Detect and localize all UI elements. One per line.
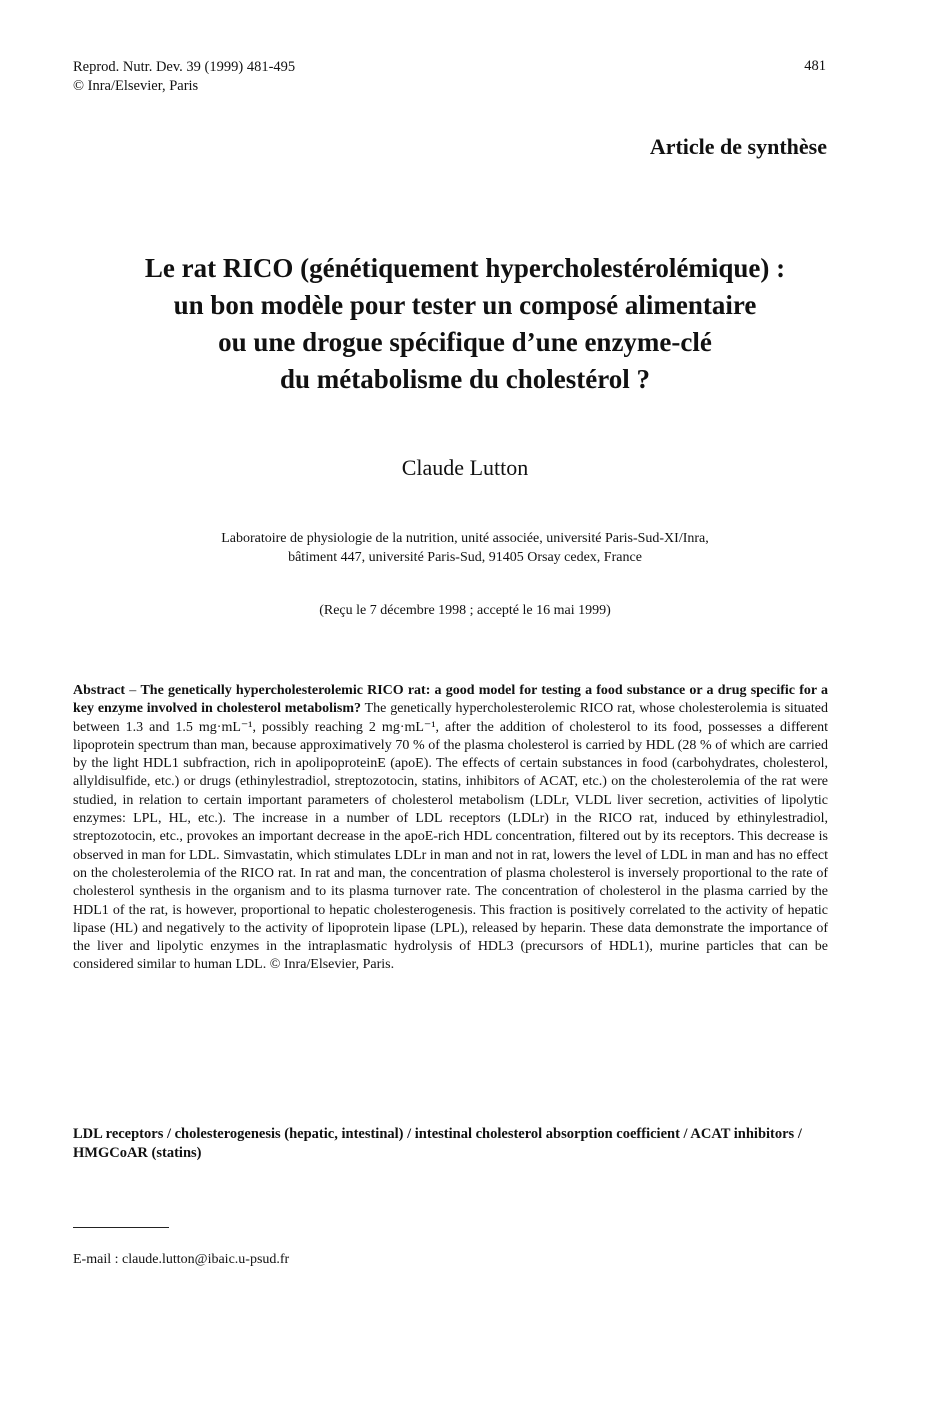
- affiliation: [60, 529, 870, 567]
- keywords: LDL receptors / cholesterogenesis (hepatic, intestinal) / intestinal cholesterol absorption coefficient / ACAT inhibitors / HMGCoAR (statins): [73, 1126, 802, 1161]
- title-line: Le rat RICO (génétiquement hypercholestérolémique) :: [144, 253, 786, 283]
- abstract-body: The genetically hypercholesterolemic RICO rat, whose cholesterolemia is situated between 1.3 and 1.5 mg·mL⁻¹, possibly reaching 2 mg·mL⁻¹, after the addition of cholesterol to its food, possesses a different lipoprotein spectrum than man, because approximatively 70 % of the plasma cholesterol is carried by HDL (28 % of which are carried by the light HDL1 subfraction, rich in apolipoproteinE (apoE). The effects of certain substances in food (carbohydrates, cholesterol, allyldisulfide, etc.) or drugs (ethinylestradiol, streptozotocin, statins, inhibitors of ACAT, etc.) on the cholesterolemia of the rat were studied, in relation to certain important parameters of cholesterol metabolism (LDLr, VLDL liver secretion, activities of lipolytic enzymes: LPL, HL, etc.). The increase in a number of LDL receptors (LDLr) in the RICO rat, induced by ethinylestradiol, streptozotocin, etc., provokes an important decrease in the apoE-rich HDL concentration, filtered out by its receptors. This decrease is observed in man for LDL. Simvastatin, which stimulates LDLr in man and not in rat, lowers the level of LDL in man and has no effect on the cholesterolemia of the RICO rat. In rat and man, the concentration of plasma cholesterol is inversely proportional to the rate of cholesterol synthesis in the organism and to its plasma turnover rate. The concentration of cholesterol in the plasma carried by the HDL1 of the rat, is however, proportional to hepatic cholesterogenesis. This fraction is positively correlated to the activity of hepatic lipase (HL) and negatively to the activity of lipoprotein lipase (LPL), released by heparin. These data demonstrate the importance of the liver and lipolytic enzymes in the intraplasmatic hydrolysis of HDL3 (precursors of HDL1), murine particles that can be considered similar to human LDL. © Inra/Elsevier, Paris.: [73, 701, 828, 973]
- affiliation-line: Laboratoire de physiologie de la nutrition, unité associée, université Paris-Sud-XI/Inra,: [221, 531, 709, 546]
- footnote-divider: [73, 1227, 169, 1228]
- received-accepted-dates: (Reçu le 7 décembre 1998 ; accepté le 16 mai 1999): [319, 603, 611, 618]
- title-line: ou une drogue spécifique d’une enzyme-clé: [218, 327, 712, 357]
- abstract: Abstract – The genetically hypercholesterolemic RICO rat: a good model for testing a food substance or a drug specific for a key enzyme involved in cholesterol metabolism? The genetically hypercholesterolemic RICO rat, whose cholesterolemia is situated between 1.3 and 1.5 mg·mL⁻¹, possibly reaching 2 mg·mL⁻¹, after the addition of cholesterol to its food, possesses a different lipoprotein spectrum than man, because approximatively 70 % of the plasma cholesterol is carried by HDL (28 % of which are carried by the light HDL1 subfraction, rich in apolipoproteinE (apoE). The effects of certain substances in food (carbohydrates, cholesterol, allyldisulfide, etc.) or drugs (ethinylestradiol, streptozotocin, statins, inhibitors of ACAT, etc.) on the cholesterolemia of the rat were studied, in relation to certain important parameters of cholesterol metabolism (LDLr, VLDL liver secretion, activities of lipolytic enzymes: LPL, HL, etc.). The increase in a number of LDL receptors (LDLr) in the RICO rat, induced by ethinylestradiol, streptozotocin, etc., provokes an important decrease in the apoE-rich HDL concentration, filtered out by its receptors. This decrease is observed in man for LDL. Simvastatin, which stimulates LDLr in man and not in rat, lowers the level of LDL in man and has no effect on the cholesterolemia of the RICO rat. In rat and man, the concentration of plasma cholesterol is inversely proportional to the rate of cholesterol synthesis in the organism and to its plasma turnover rate. The concentration of cholesterol in the plasma carried by the HDL1 of the rat, is however, proportional to hepatic cholesterogenesis. This fraction is positively correlated to the activity of hepatic lipase (HL) and negatively to the activity of lipoprotein lipase (LPL), released by heparin. These data demonstrate the importance of the liver and lipolytic enzymes in the intraplasmatic hydrolysis of HDL3 (precursors of HDL1), murine particles that can be considered similar to human LDL. © Inra/Elsevier, Paris.: [73, 683, 828, 973]
- abstract-label: Abstract: [73, 683, 126, 698]
- author-name: Claude Lutton: [401, 455, 529, 480]
- journal-citation: Reprod. Nutr. Dev. 39 (1999) 481-495: [73, 59, 296, 75]
- footnote-email: E-mail : claude.lutton@ibaic.u-psud.fr: [73, 1252, 290, 1267]
- title-line: un bon modèle pour tester un composé alimentaire: [173, 290, 757, 320]
- abstract-english-title: The genetically hypercholesterolemic RICO rat: a good model for testing a food substance or a drug specific for a key enzyme involved in cholesterol metabolism?: [73, 683, 828, 717]
- section-label: Article de synthèse: [649, 134, 827, 159]
- publisher-line: © Inra/Elsevier, Paris: [73, 78, 199, 94]
- page-number: 481: [804, 58, 826, 74]
- affiliation-line: bâtiment 447, université Paris-Sud, 91405 Orsay cedex, France: [288, 550, 642, 565]
- running-header: [73, 58, 295, 96]
- title-line: du métabolisme du cholestérol ?: [280, 364, 650, 394]
- article-title: [60, 250, 870, 398]
